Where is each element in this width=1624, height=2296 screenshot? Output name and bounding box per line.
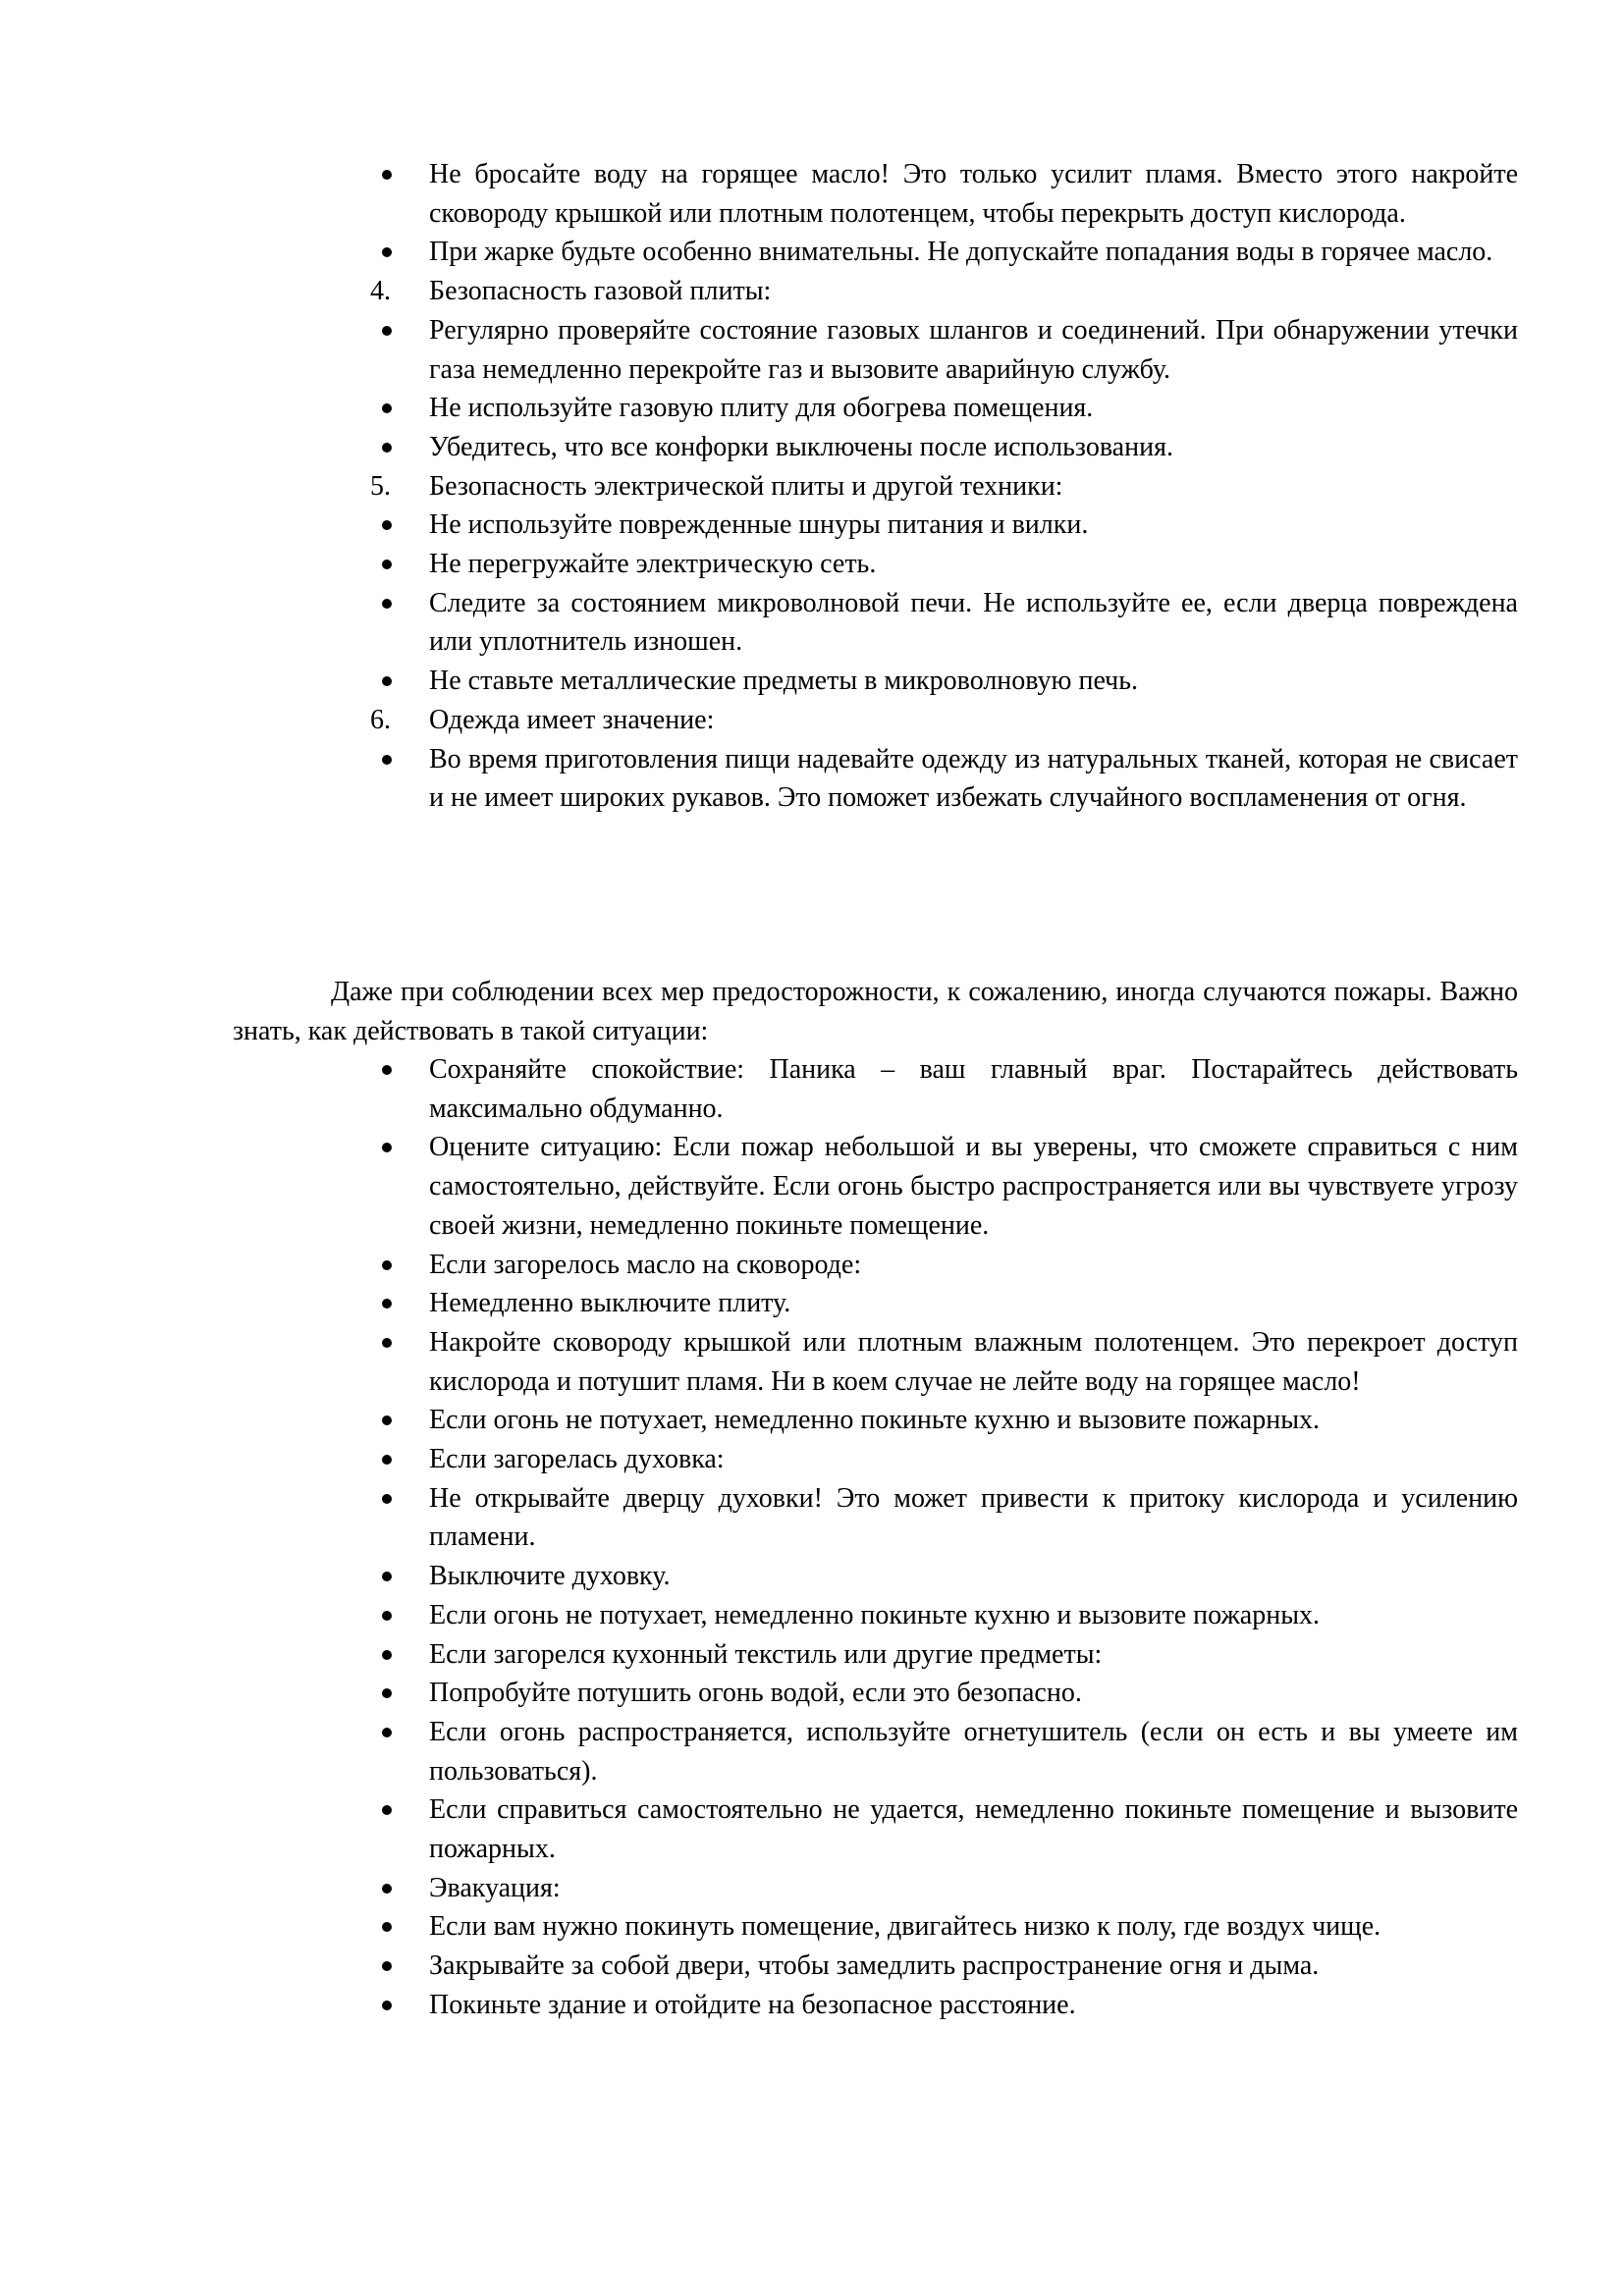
list-item bbox=[429, 662, 1518, 701]
list-item-text: Не используйте газовую плиту для обогрева помещения. bbox=[429, 393, 1094, 424]
list-item-text: Закрывайте за собой двери, чтобы замедлить распространение огня и дыма. bbox=[429, 1950, 1320, 1982]
list-item-text: Если огонь не потухает, немедленно покиньте кухню и вызовите пожарных. bbox=[429, 1405, 1321, 1436]
list-item bbox=[429, 1128, 1518, 1245]
list-item-text: Если загорелся кухонный текстиль или другие предметы: bbox=[429, 1638, 1103, 1670]
list-item bbox=[429, 1713, 1518, 1790]
list-item bbox=[429, 428, 1518, 467]
list-item-text: Выключите духовку. bbox=[429, 1561, 671, 1592]
list-item-text: Оцените ситуацию: Если пожар небольшой и вы уверены, что сможете справиться с ним самостоятельно, действуйте. Если огонь быстро распространяется или вы чувствуете угрозу своей жизни, немедленно покиньте помещение. bbox=[429, 1132, 1518, 1241]
list-item bbox=[429, 1986, 1518, 2025]
list-item bbox=[429, 311, 1518, 389]
list-item-text: Покиньте здание и отойдите на безопасное расстояние. bbox=[429, 1989, 1076, 2020]
list-item bbox=[429, 1907, 1518, 1947]
list-item-text: Попробуйте потушить огонь водой, если это безопасно. bbox=[429, 1678, 1082, 1709]
list-item-text: Накройте сковороду крышкой или плотным влажным полотенцем. Это перекроет доступ кислорода и потушит пламя. Ни в коем случае не лейте воду на горящее масло! bbox=[429, 1326, 1518, 1397]
list-item-text: Не ставьте металлические предметы в микроволновую печь. bbox=[429, 666, 1139, 697]
list-item bbox=[429, 1635, 1518, 1675]
list-item bbox=[429, 1790, 1518, 1868]
list-item-text: Во время приготовления пищи надевайте одежду из натуральных тканей, которая не свисает и не имеет широких рукавов. Это поможет избежать случайного воспламенения от огня. bbox=[429, 743, 1518, 814]
list-item-text: Если загорелось масло на сковороде: bbox=[429, 1249, 862, 1280]
list-item bbox=[429, 584, 1518, 662]
list-item-numbered: 6. Одежда имеет значение: bbox=[370, 704, 715, 735]
list-item-text: Одежда имеет значение: bbox=[429, 704, 715, 735]
list-item-text: Следите за состоянием микроволновой печи. Не используйте ее, если дверца повреждена или уплотнитель изношен. bbox=[429, 587, 1518, 658]
list-item bbox=[429, 1596, 1518, 1635]
list-item-text: Не открывайте дверцу духовки! Это может привести к притоку кислорода и усилению пламени. bbox=[429, 1482, 1518, 1553]
list-item bbox=[429, 233, 1518, 272]
list-item bbox=[429, 1869, 1518, 1908]
body-paragraph bbox=[135, 973, 1518, 1050]
list-item-text: Сохраняйте спокойствие: Паника – ваш главный враг. Постарайтесь действовать максимально обдуманно. bbox=[429, 1054, 1518, 1124]
list-item-text: Не используйте поврежденные шнуры питания и вилки. bbox=[429, 509, 1089, 541]
safety-list-bottom bbox=[429, 1050, 1518, 2025]
list-item bbox=[429, 1440, 1518, 1479]
list-item-text: Если огонь не потухает, немедленно покиньте кухню и вызовите пожарных. bbox=[429, 1599, 1321, 1630]
list-item-text: Не перегружайте электрическую сеть. bbox=[429, 549, 877, 580]
list-item bbox=[429, 740, 1518, 818]
list-item-numbered: 4. Безопасность газовой плиты: bbox=[370, 276, 772, 307]
list-item bbox=[429, 389, 1518, 428]
list-item bbox=[429, 1947, 1518, 1986]
list-item-text: Если загорелась духовка: bbox=[429, 1444, 725, 1475]
list-item bbox=[429, 1557, 1518, 1596]
list-item-text: Если вам нужно покинуть помещение, двигайтесь низко к полу, где воздух чище. bbox=[429, 1911, 1381, 1943]
list-item-numbered: 5. Безопасность электрической плиты и другой техники: bbox=[370, 470, 1063, 502]
list-item bbox=[429, 1323, 1518, 1401]
list-item-text: Безопасность газовой плиты: bbox=[429, 276, 772, 307]
list-item-text: Безопасность электрической плиты и другой техники: bbox=[429, 470, 1063, 502]
list-item-text: Регулярно проверяйте состояние газовых шлангов и соединений. При обнаружении утечки газа немедленно перекройте газ и вызовите аварийную службу. bbox=[429, 314, 1518, 385]
list-item-text: Если огонь распространяется, используйте огнетушитель (если он есть и вы умеете им пользоваться). bbox=[429, 1716, 1518, 1787]
list-item-text: Убедитесь, что все конфорки выключены после использования. bbox=[429, 431, 1173, 462]
list-item bbox=[429, 1246, 1518, 1285]
list-item-text: При жарке будьте особенно внимательны. Не допускайте попадания воды в горячее масло. bbox=[429, 237, 1493, 268]
safety-list-top bbox=[370, 155, 1518, 818]
list-item bbox=[429, 155, 1518, 233]
list-item bbox=[429, 1050, 1518, 1128]
list-item bbox=[429, 1479, 1518, 1557]
list-item bbox=[429, 1401, 1518, 1440]
paragraph-text: Даже при соблюдении всех мер предосторожности, к сожалению, иногда случаются пожары. Важно знать, как действовать в такой ситуации: bbox=[233, 977, 1518, 1046]
list-item-text: Немедленно выключите плиту. bbox=[429, 1288, 791, 1319]
list-item-text: Не бросайте воду на горящее масло! Это только усилит пламя. Вместо этого накройте сковороду крышкой или плотным полотенцем, чтобы перекрыть доступ кислорода. bbox=[429, 159, 1518, 229]
list-item-text: Если справиться самостоятельно не удается, немедленно покиньте помещение и вызовите пожарных. bbox=[429, 1794, 1518, 1865]
list-item-text: Эвакуация: bbox=[429, 1872, 561, 1903]
list-item bbox=[429, 506, 1518, 545]
list-item bbox=[429, 1284, 1518, 1323]
list-item bbox=[429, 545, 1518, 584]
list-item bbox=[429, 1674, 1518, 1713]
